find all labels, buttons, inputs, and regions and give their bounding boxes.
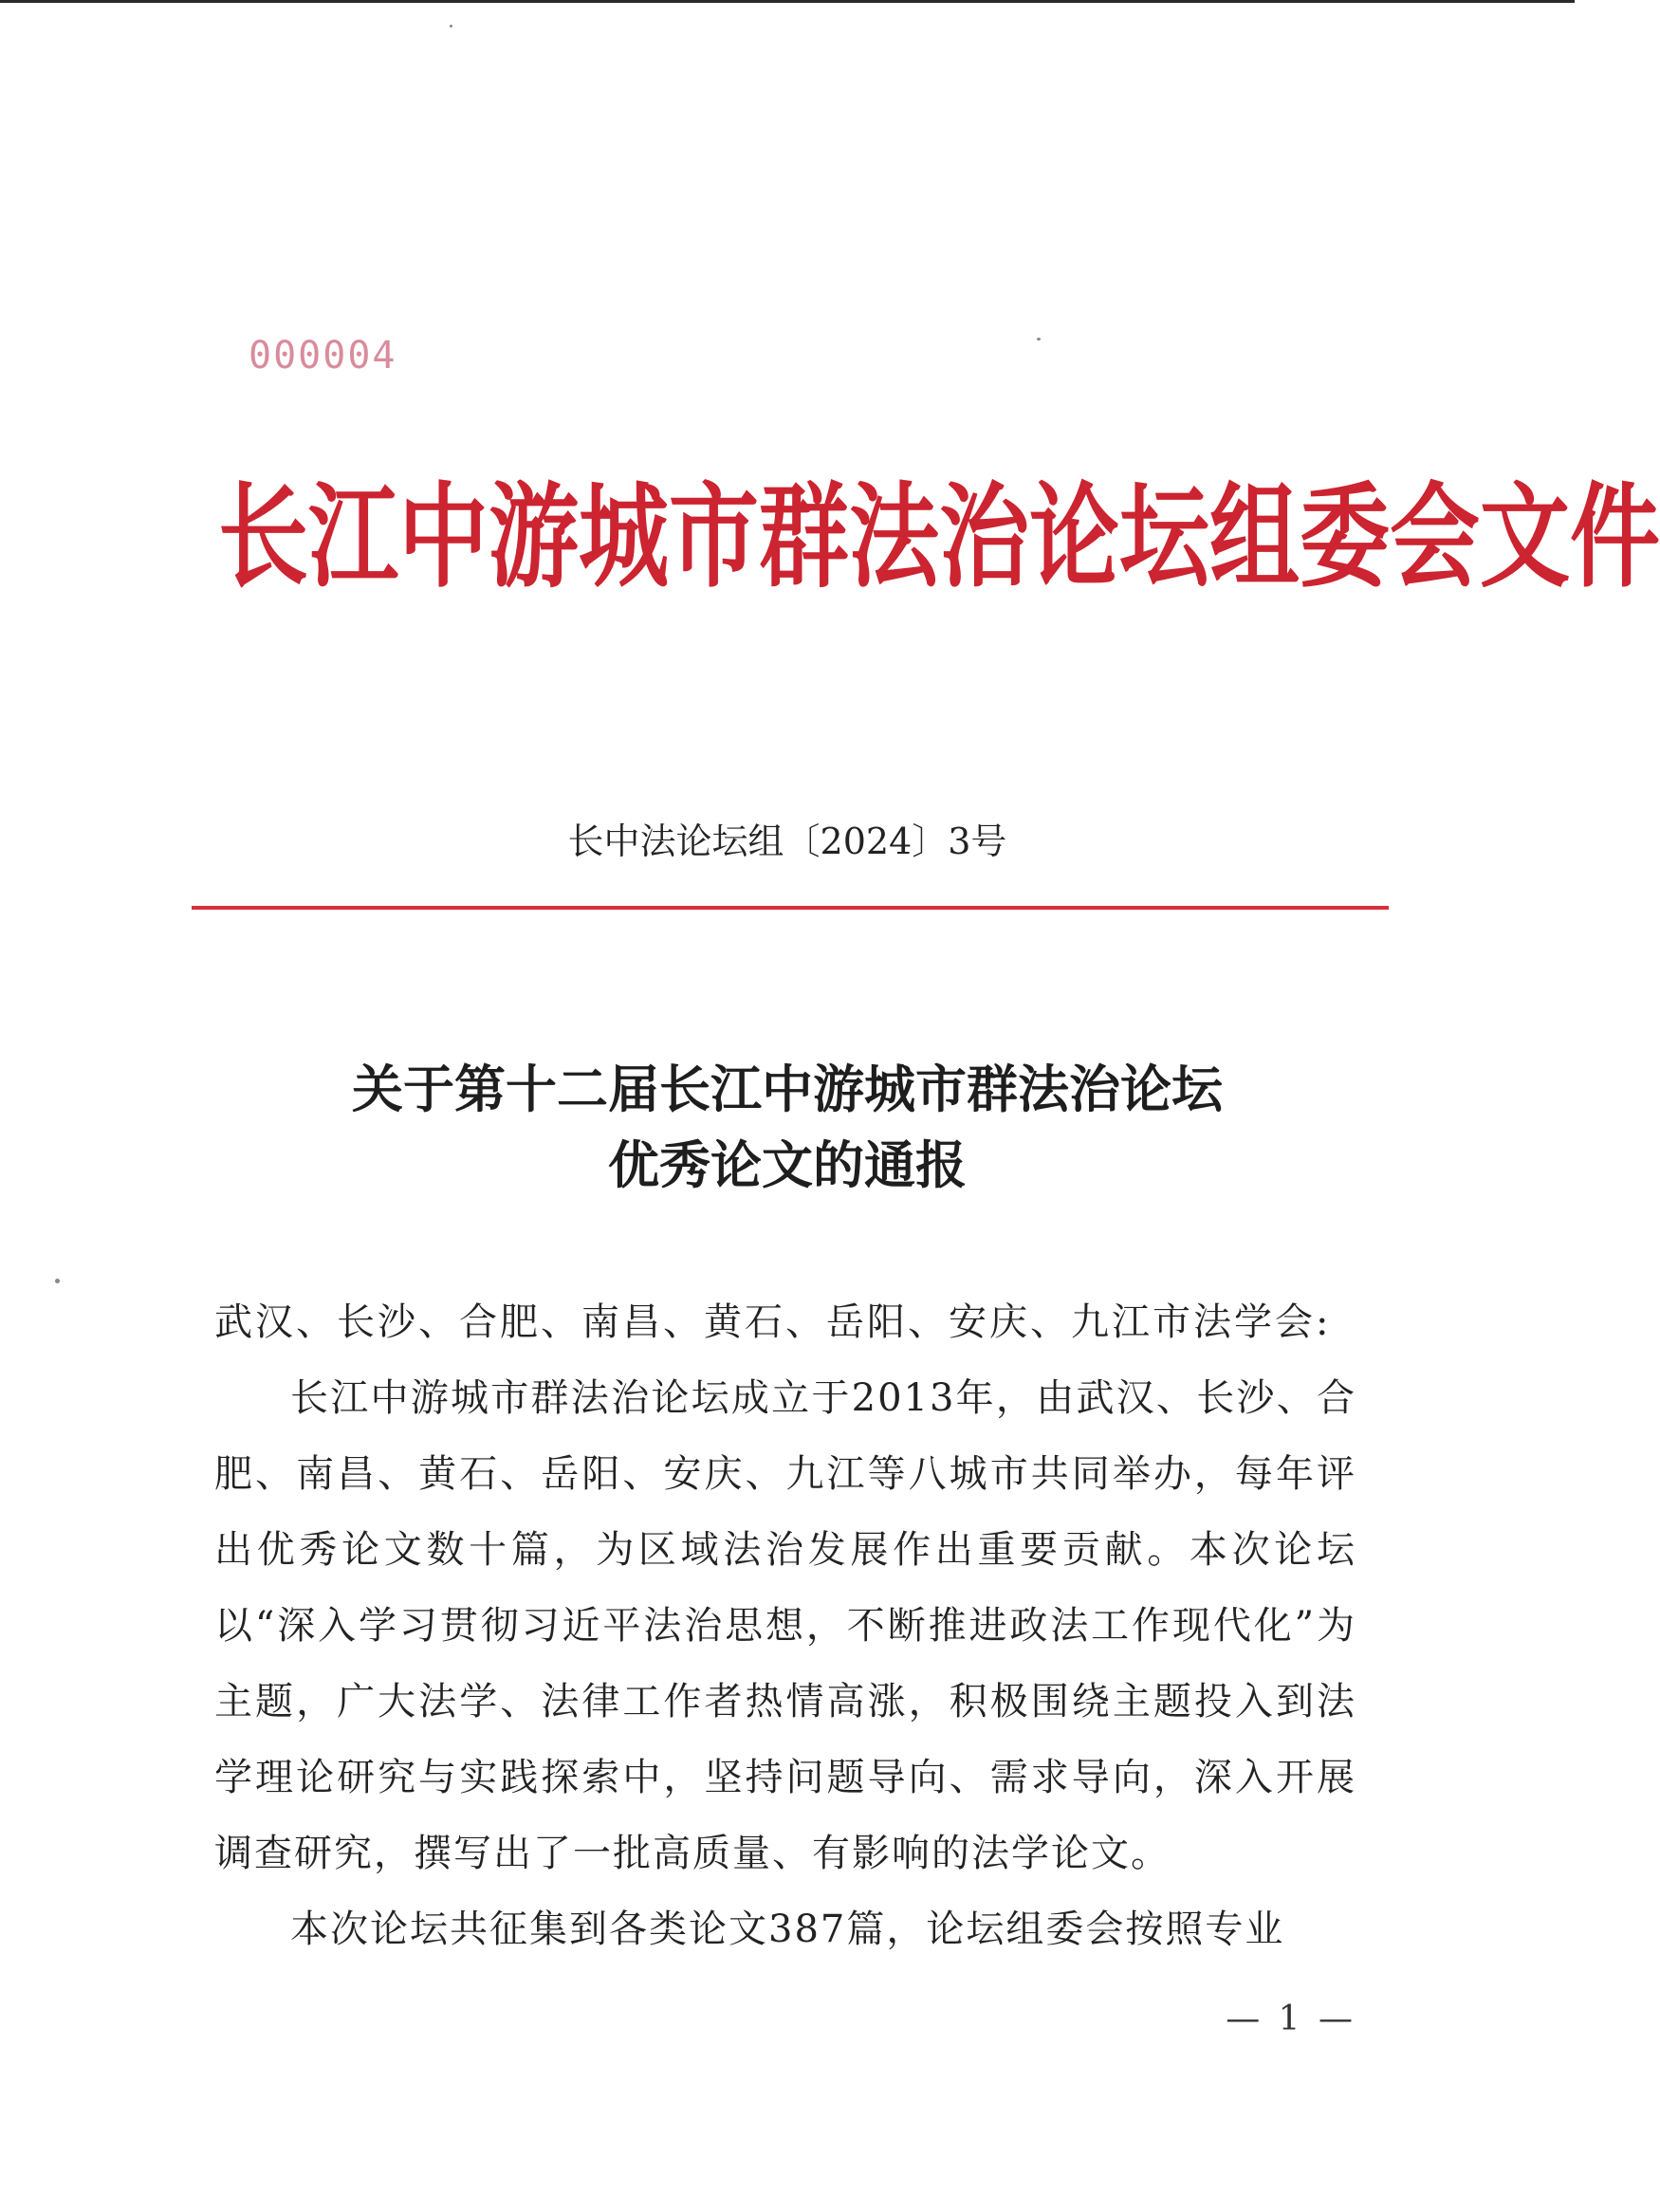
serial-number: 000004 [249,334,397,378]
body-paragraph-2: 本次论坛共征集到各类论文387篇，论坛组委会按照专业 [290,1908,1285,1951]
page-number: — 1 — [1226,2000,1356,2038]
document-number: 长中法论坛组〔2024〕3号 [567,820,1007,862]
red-header-title: 长江中游城市群法治论坛组委会文件 [218,471,1660,603]
scan-speck [55,1279,60,1283]
body-paragraph-1: 长江中游城市群法治论坛成立于2013年，由武汉、长沙、合肥、南昌、黄石、岳阳、安庆、九江等八城市共同举办，每年评出优秀论文数十篇，为区域法治发展作出重要贡献。本次论坛以“深入学习贯彻习近平法治思想，不断推进政法工作现代化”为主题，广大法学、法律工作者热情高涨，积极围绕主题投入到法学理论研究与实践探索中，坚持问题导向、需求导向，深入开展调查研究，撰写出了一批高质量、有影响的法学论文。 [214,1376,1356,1875]
scan-speck [450,25,452,28]
salutation: 武汉、长沙、合肥、南昌、黄石、岳阳、安庆、九江市法学会: [214,1300,1332,1344]
red-separator-line [192,906,1389,910]
notice-title-line2: 优秀论文的通报 [608,1134,967,1195]
body-text [214,1284,1356,1967]
notice-title-line1: 关于第十二届长江中游城市群法治论坛 [352,1059,1223,1119]
notice-title [0,1051,1575,1203]
scan-top-edge [0,0,1575,3]
scan-speck [1037,338,1041,341]
